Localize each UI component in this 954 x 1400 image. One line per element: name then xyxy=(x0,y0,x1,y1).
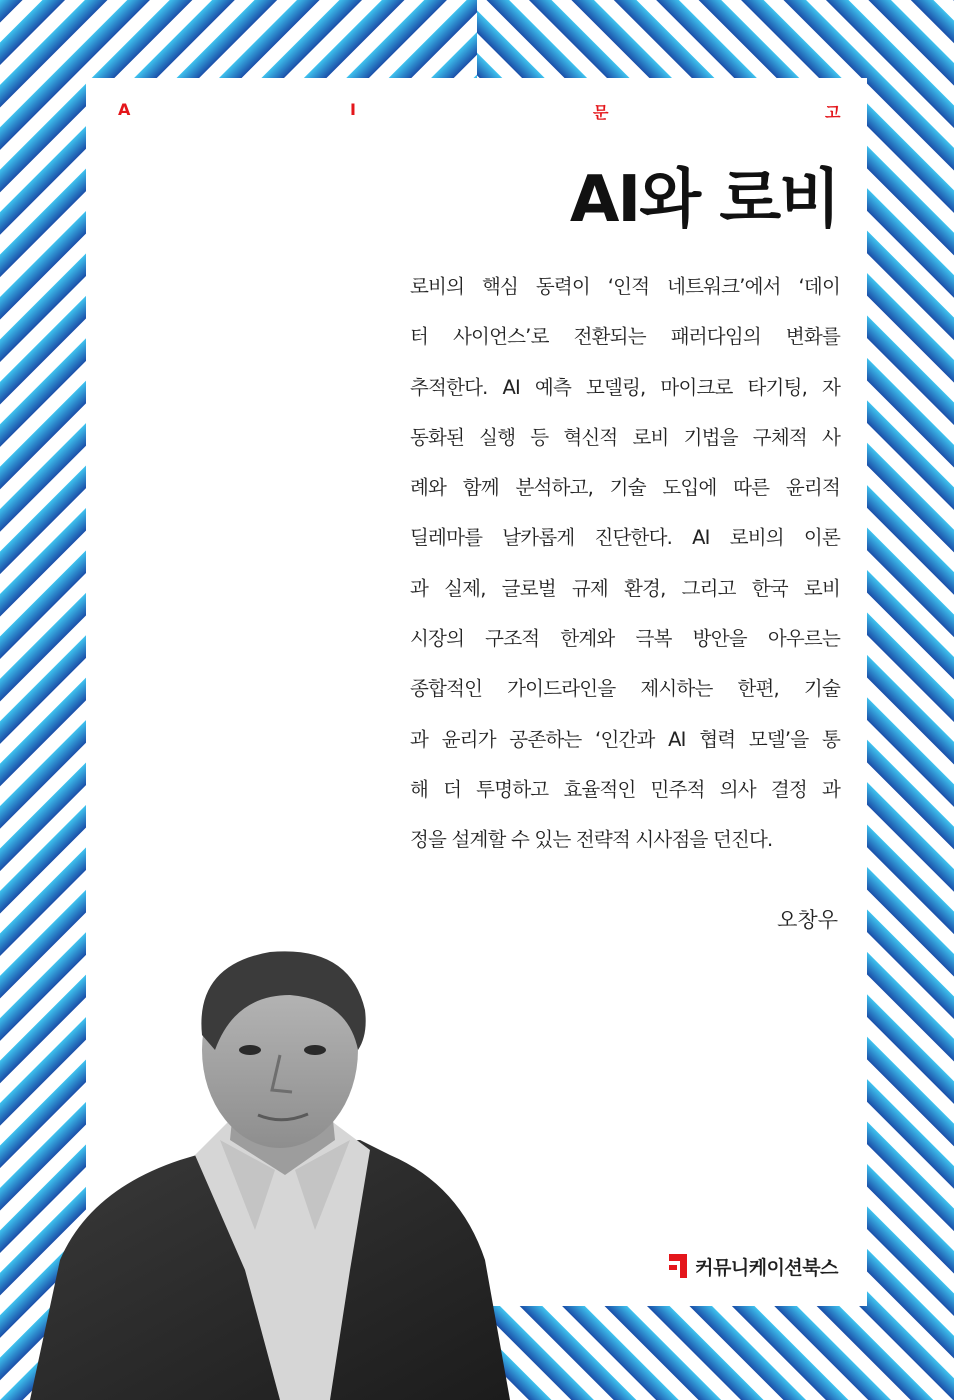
description-line: 과 윤리가 공존하는 ‘인간과 AI 협력 모델’을 통 xyxy=(410,727,840,751)
series-label xyxy=(118,100,841,124)
series-char: 문 xyxy=(593,103,609,122)
series-char: 고 xyxy=(825,103,841,122)
description-line: 시장의 구조적 한계와 극복 방안을 아우르는 xyxy=(410,627,840,651)
description-line: 추적한다. AI 예측 모델링, 마이크로 타기팅, 자 xyxy=(410,375,840,399)
description-line: 동화된 실행 등 혁신적 로비 기법을 구체적 사 xyxy=(410,425,840,449)
publisher xyxy=(667,1250,838,1282)
book-title: AI와 로비 xyxy=(569,163,839,237)
book-description xyxy=(410,262,840,866)
publisher-logo-icon xyxy=(667,1252,689,1280)
description-line: 정을 설계할 수 있는 전략적 시사점을 던진다. xyxy=(410,828,773,852)
description-line: 례와 함께 분석하고, 기술 도입에 따른 윤리적 xyxy=(410,476,840,500)
series-char: I xyxy=(350,100,356,119)
description-line: 해 더 투명하고 효율적인 민주적 의사 결정 과 xyxy=(410,777,840,801)
series-char: A xyxy=(118,100,131,119)
description-line: 딜레마를 날카롭게 진단한다. AI 로비의 이론 xyxy=(410,526,840,550)
author-name: 오창우 xyxy=(777,908,838,932)
description-line: 종합적인 가이드라인을 제시하는 한편, 기술 xyxy=(410,677,840,701)
description-line: 터 사이언스’로 전환되는 패러다임의 변화를 xyxy=(410,325,840,349)
author-photo xyxy=(30,940,510,1400)
publisher-name: 커뮤니케이션북스 xyxy=(695,1256,838,1279)
description-line: 로비의 핵심 동력이 ‘인적 네트워크’에서 ‘데이 xyxy=(410,275,840,298)
description-line: 과 실제, 글로벌 규제 환경, 그리고 한국 로비 xyxy=(410,576,840,600)
